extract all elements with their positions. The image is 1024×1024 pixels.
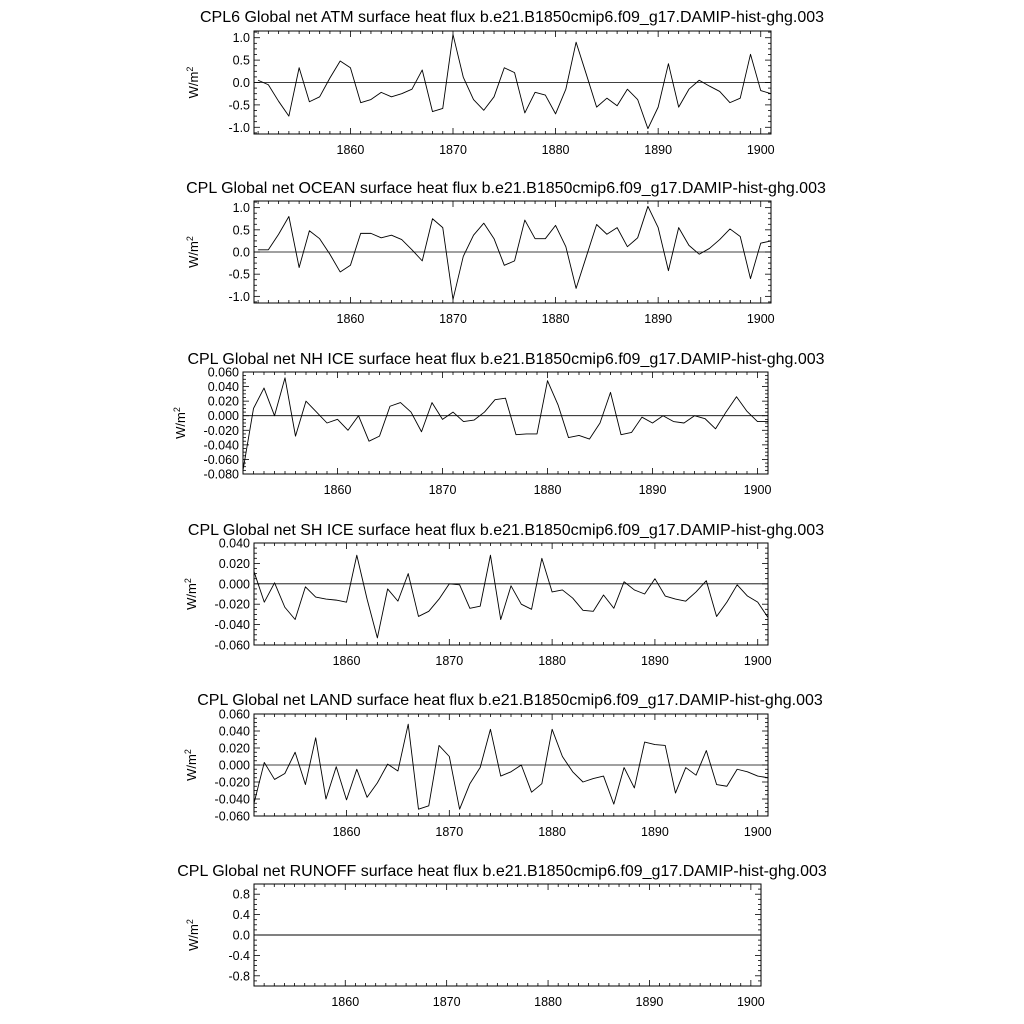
y-axis-label-unit: W/m <box>186 924 201 951</box>
series-line <box>258 206 771 299</box>
plot-frame <box>254 543 768 645</box>
y-tick-label: -0.5 <box>228 98 250 113</box>
chart-title: CPL Global net SH ICE surface heat flux b.e21.B1850cmip6.f09_g17.DAMIP-hist-ghg.003 <box>187 522 825 539</box>
y-tick-label: 0.040 <box>218 536 250 551</box>
x-tick-label: 1880 <box>541 143 570 157</box>
chart-title: CPL Global net LAND surface heat flux b.e21.B1850cmip6.f09_g17.DAMIP-hist-ghg.003 <box>197 692 823 709</box>
y-tick-label: 0.8 <box>232 887 250 902</box>
x-tick-label: 1900 <box>743 825 772 839</box>
y-axis-label <box>185 919 201 951</box>
y-axis-label-unit: W/m <box>186 241 201 268</box>
y-tick-label: 0.040 <box>207 380 239 395</box>
y-axis-label-exponent: 2 <box>172 407 182 413</box>
x-tick-label: 1900 <box>746 312 775 326</box>
x-tick-label: 1860 <box>323 483 352 497</box>
x-tick-label: 1890 <box>641 654 669 668</box>
chart-panel <box>183 522 824 668</box>
x-tick-label: 1880 <box>534 995 562 1009</box>
y-axis-label <box>185 67 201 99</box>
y-axis-label-exponent: 2 <box>185 919 195 925</box>
y-tick-label: -1.0 <box>228 289 250 304</box>
y-tick-label: 0.5 <box>232 53 250 68</box>
x-tick-label: 1860 <box>332 654 361 668</box>
chart-panel <box>183 692 823 839</box>
y-axis-label-exponent: 2 <box>183 749 193 755</box>
y-axis-label-exponent: 2 <box>183 578 193 584</box>
y-tick-label: -0.020 <box>203 423 239 438</box>
y-axis-label <box>185 236 201 268</box>
y-axis-label-unit: W/m <box>186 71 201 99</box>
y-tick-label: 0.000 <box>218 577 250 592</box>
y-tick-label: 0.5 <box>232 223 250 238</box>
x-tick-label: 1890 <box>644 312 673 326</box>
y-tick-label: 1.0 <box>232 31 250 46</box>
series-line <box>243 378 768 471</box>
x-tick-label: 1880 <box>533 483 562 497</box>
y-tick-label: -1.0 <box>228 120 250 135</box>
y-tick-label: 0.4 <box>232 908 250 923</box>
y-tick-label: -0.060 <box>214 638 250 653</box>
x-tick-label: 1870 <box>435 825 464 839</box>
y-tick-label: -0.4 <box>228 948 250 963</box>
y-tick-label: 0.000 <box>207 409 239 424</box>
y-axis-label <box>183 749 199 781</box>
x-tick-label: 1870 <box>432 995 461 1009</box>
x-tick-label: 1870 <box>435 654 464 668</box>
y-tick-label: 0.020 <box>218 556 250 571</box>
y-tick-label: 0.0 <box>232 928 250 943</box>
y-tick-label: -0.060 <box>203 452 239 467</box>
x-tick-label: 1870 <box>439 312 467 326</box>
x-tick-label: 1890 <box>635 995 664 1009</box>
y-axis-label-unit: W/m <box>173 412 188 439</box>
x-tick-label: 1870 <box>428 483 457 497</box>
x-tick-label: 1890 <box>641 825 669 839</box>
y-tick-label: 1.0 <box>232 201 250 216</box>
y-axis-label <box>183 578 199 610</box>
y-tick-label: -0.040 <box>214 618 250 633</box>
chart-panel <box>185 9 824 157</box>
y-tick-label: -0.040 <box>214 792 250 807</box>
y-tick-label: -0.5 <box>228 267 250 282</box>
x-tick-label: 1880 <box>538 654 567 668</box>
x-tick-label: 1900 <box>743 654 772 668</box>
x-tick-label: 1880 <box>538 825 567 839</box>
x-tick-label: 1870 <box>439 143 467 157</box>
y-tick-label: 0.0 <box>232 245 250 260</box>
x-tick-label: 1880 <box>541 312 570 326</box>
y-tick-label: -0.8 <box>228 969 250 984</box>
y-tick-label: -0.020 <box>214 597 250 612</box>
x-tick-label: 1890 <box>644 143 673 157</box>
x-tick-label: 1860 <box>331 995 360 1009</box>
chart-title: CPL6 Global net ATM surface heat flux b.e21.B1850cmip6.f09_g17.DAMIP-hist-ghg.003 <box>199 9 825 26</box>
y-tick-label: 0.020 <box>218 741 250 756</box>
series-line <box>258 35 771 129</box>
y-tick-label: 0.060 <box>218 707 250 722</box>
series-line <box>254 724 768 809</box>
plot-frame <box>243 372 768 474</box>
y-axis-label-exponent: 2 <box>185 66 195 72</box>
y-tick-label: 0.040 <box>218 724 250 739</box>
y-tick-label: 0.060 <box>207 365 239 380</box>
y-tick-label: -0.080 <box>203 467 239 482</box>
y-axis-label-unit: W/m <box>184 583 199 610</box>
chart-panel <box>185 180 826 326</box>
y-tick-label: 0.0 <box>232 76 250 90</box>
y-tick-label: 0.020 <box>207 394 239 409</box>
x-tick-label: 1860 <box>332 825 361 839</box>
x-tick-label: 1890 <box>638 483 667 497</box>
y-tick-label: -0.020 <box>214 775 250 790</box>
x-tick-label: 1900 <box>736 995 765 1009</box>
chart-title: CPL Global net OCEAN surface heat flux b.e21.B1850cmip6.f09_g17.DAMIP-hist-ghg.003 <box>186 180 826 197</box>
y-tick-label: -0.060 <box>214 809 250 824</box>
chart-title: CPL Global net NH ICE surface heat flux b.e21.B1850cmip6.f09_g17.DAMIP-hist-ghg.003 <box>187 351 825 368</box>
x-tick-label: 1860 <box>336 143 365 157</box>
y-axis-label-exponent: 2 <box>185 236 195 242</box>
y-tick-label: 0.000 <box>218 758 250 773</box>
x-tick-label: 1860 <box>336 312 365 326</box>
x-tick-label: 1900 <box>743 483 772 497</box>
y-axis-label <box>172 407 188 439</box>
chart-panel <box>177 863 827 1009</box>
chart-title: CPL Global net RUNOFF surface heat flux b.e21.B1850cmip6.f09_g17.DAMIP-hist-ghg.003 <box>177 863 827 880</box>
y-axis-label-unit: W/m <box>184 754 199 781</box>
x-tick-label: 1900 <box>746 143 775 157</box>
chart-panel <box>172 351 825 497</box>
series-line <box>254 555 768 638</box>
y-tick-label: -0.040 <box>203 438 239 453</box>
